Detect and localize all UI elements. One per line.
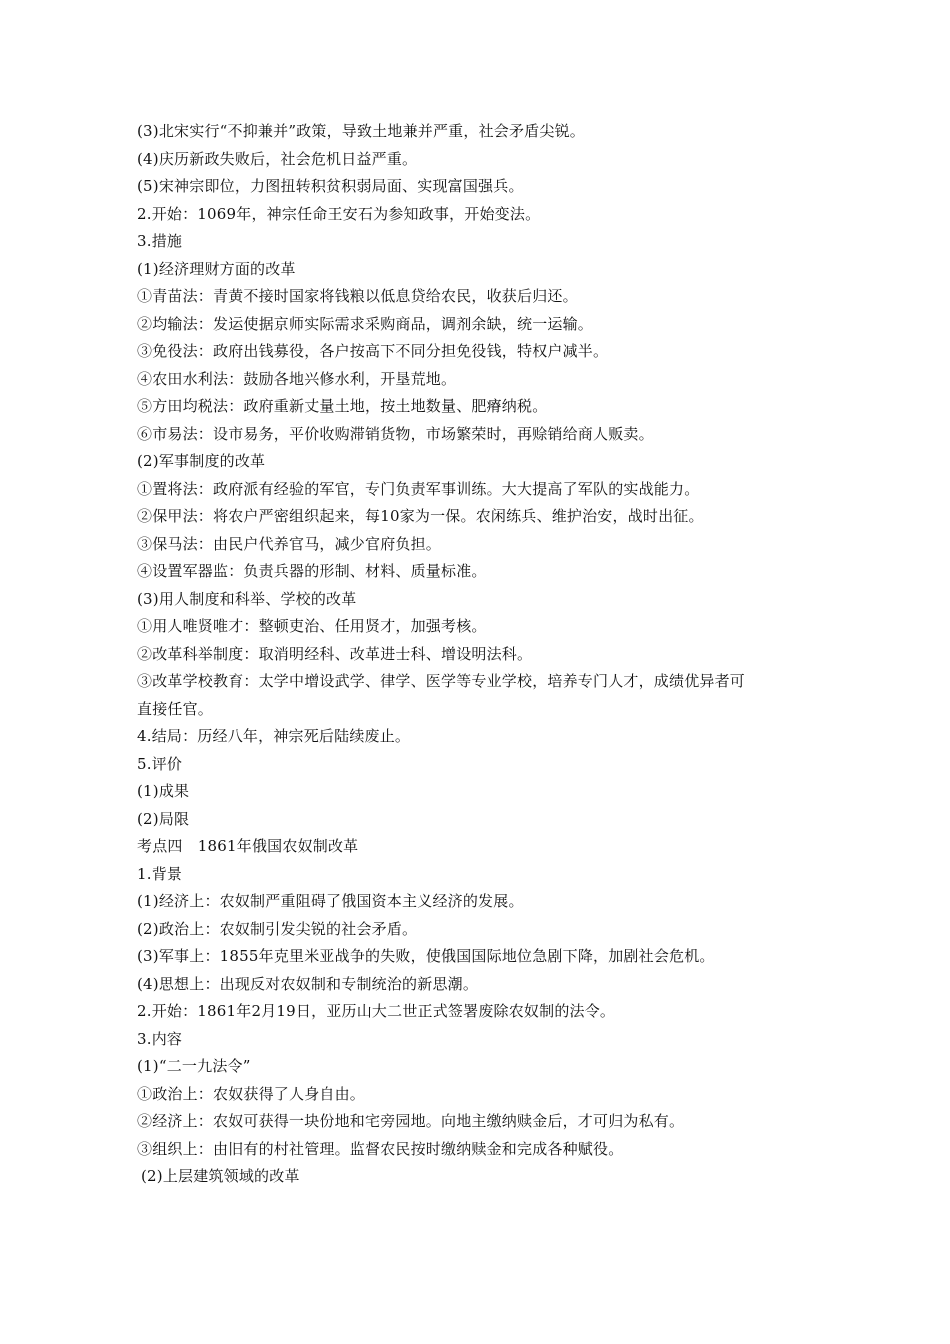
list-item: ②经济上：农奴可获得一块份地和宅旁园地。向地主缴纳赎金后，才可归为私有。 xyxy=(137,1112,685,1130)
section-heading: 1.背景 xyxy=(137,864,183,883)
text-line: (5)宋神宗即位，力图扭转积贫积弱局面、实现富国强兵。 xyxy=(137,177,524,195)
subsection-heading: (2)局限 xyxy=(137,809,190,828)
subsection-heading: (1)经济理财方面的改革 xyxy=(137,259,296,278)
list-item: ①置将法：政府派有经验的军官，专门负责军事训练。大大提高了军队的实战能力。 xyxy=(137,479,700,498)
list-item: ①政治上：农奴获得了人身自由。 xyxy=(137,1084,366,1103)
text-line: 2.开始：1069年，神宗任命王安石为参知政事，开始变法。 xyxy=(137,204,541,223)
list-item: ①青苗法：青黄不接时国家将钱粮以低息贷给农民，收获后归还。 xyxy=(137,287,578,305)
text-line: (4)思想上：出现反对农奴制和专制统治的新思潮。 xyxy=(137,974,479,993)
document-body xyxy=(137,118,827,1191)
text-line: (3)军事上：1855年克里米亚战争的失败，使俄国国际地位急剧下降，加剧社会危机。 xyxy=(137,947,715,965)
text-line: (2)政治上：农奴制引发尖锐的社会矛盾。 xyxy=(137,919,418,938)
list-item: ③改革学校教育：太学中增设武学、律学、医学等专业学校，培养专门人才，成绩优异者可 xyxy=(137,672,746,690)
text-line: (4)庆历新政失败后，社会危机日益严重。 xyxy=(137,149,418,168)
list-item-continuation: 直接任官。 xyxy=(137,699,214,718)
text-line: 4.结局：历经八年，神宗死后陆续废止。 xyxy=(137,727,411,745)
subsection-heading: (1)成果 xyxy=(137,782,190,800)
list-item: ②改革科举制度：取消明经科、改革进士科、增设明法科。 xyxy=(137,644,533,663)
subsection-heading: (1)“二一九法令” xyxy=(137,1057,251,1075)
section-heading: 3.措施 xyxy=(137,232,183,250)
list-item: ③组织上：由旧有的村社管理。监督农民按时缴纳赎金和完成各种赋役。 xyxy=(137,1139,624,1158)
list-item: ⑥市易法：设市易务，平价收购滞销货物，市场繁荣时，再赊销给商人贩卖。 xyxy=(137,424,654,443)
list-item: ④农田水利法：鼓励各地兴修水利，开垦荒地。 xyxy=(137,369,457,388)
subsection-heading: (3)用人制度和科举、学校的改革 xyxy=(137,589,357,608)
subsection-heading: (2)军事制度的改革 xyxy=(137,452,266,470)
list-item: ②均输法：发运使据京师实际需求采购商品，调剂余缺，统一运输。 xyxy=(137,314,594,333)
text-line: 2.开始：1861年2月19日，亚历山大二世正式签署废除农奴制的法令。 xyxy=(137,1002,616,1020)
list-item: ②保甲法：将农户严密组织起来，每10家为一保。农闲练兵、维护治安，战时出征。 xyxy=(137,507,704,525)
text-line: (3)北宋实行“不抑兼并”政策，导致土地兼并严重，社会矛盾尖锐。 xyxy=(137,122,585,140)
list-item: ①用人唯贤唯才：整顿吏治、任用贤才，加强考核。 xyxy=(137,617,487,635)
text-line: (1)经济上：农奴制严重阻碍了俄国资本主义经济的发展。 xyxy=(137,892,524,910)
list-item: ⑤方田均税法：政府重新丈量土地，按土地数量、肥瘠纳税。 xyxy=(137,397,548,415)
section-heading: 5.评价 xyxy=(137,754,183,773)
section-heading: 3.内容 xyxy=(137,1029,183,1048)
subsection-heading: (2)上层建筑领域的改革 xyxy=(141,1167,300,1185)
topic-heading: 考点四 1861年俄国农奴制改革 xyxy=(137,837,359,855)
list-item: ④设置军器监：负责兵器的形制、材料、质量标准。 xyxy=(137,562,487,580)
list-item: ③免役法：政府出钱募役，各户按高下不同分担免役钱，特权户减半。 xyxy=(137,342,609,360)
list-item: ③保马法：由民户代养官马，减少官府负担。 xyxy=(137,534,442,553)
